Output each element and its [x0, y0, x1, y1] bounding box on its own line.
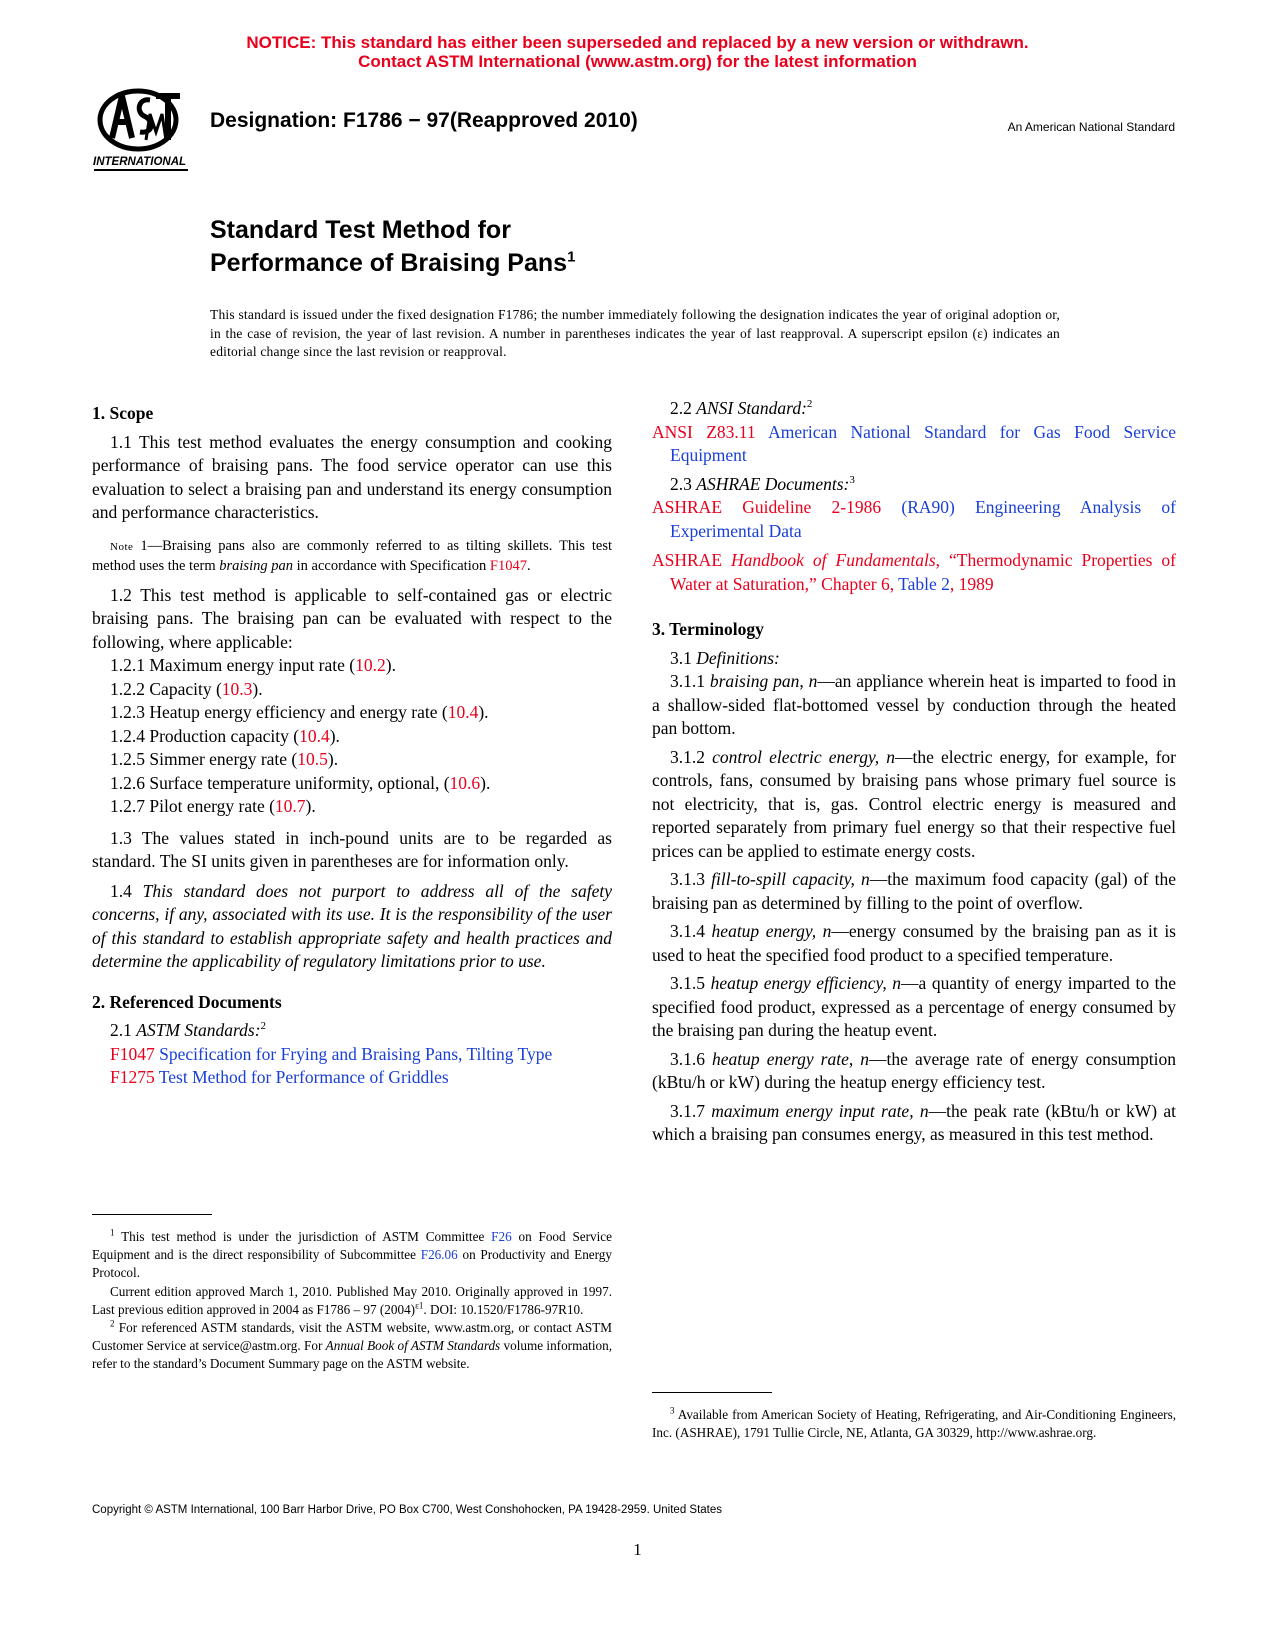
def-num: 3.1.4	[670, 921, 712, 941]
section-link[interactable]: 10.2	[355, 655, 386, 675]
item-end: ).	[252, 678, 263, 699]
para-2-2-num: 2.2	[670, 398, 697, 418]
astm-logo-graphic	[92, 86, 196, 172]
astm-logo	[92, 86, 196, 172]
item-text: 1.2.7 Pilot energy rate (	[110, 796, 275, 816]
item-end: ).	[327, 749, 339, 769]
para-2-3-num: 2.3	[670, 473, 697, 494]
fn1-p2b: . DOI: 10.1520/F1786-97R10.	[423, 1301, 584, 1317]
footnote-mark: 2	[110, 1318, 115, 1329]
page-number: 1	[633, 1540, 642, 1559]
para-2-2	[652, 397, 1176, 421]
scope-heading: 1. Scope	[92, 403, 154, 423]
astm-logo-text: INTERNATIONAL	[93, 156, 187, 168]
para-1-4-num: 1.4	[110, 880, 143, 901]
para-1-2: 1.2 This test method is applicable to self-contained gas or electric braising pans. The braising pan can be evaluated with respect to the following, where applicable:	[92, 584, 612, 652]
items-1-2	[92, 654, 612, 819]
ref-title[interactable]: (RA90) Engineering Analysis of Experimental Data	[670, 497, 1176, 541]
item-end: ).	[305, 796, 316, 816]
def-term: heatup energy efficiency, n	[710, 973, 902, 993]
para-3-1-num: 3.1	[670, 647, 697, 668]
item-end: ).	[385, 655, 396, 675]
def-term: fill-to-spill capacity, n	[711, 869, 870, 889]
def-term: braising pan, n	[709, 671, 818, 691]
definition	[652, 746, 1176, 864]
item-end: ).	[478, 702, 489, 722]
para-2-3-italic: ASHRAE Documents:	[696, 473, 850, 494]
para-3-1	[652, 647, 1176, 671]
note-end: .	[526, 557, 531, 574]
footnote-1	[92, 1228, 612, 1283]
ref-ashrae-guideline[interactable]	[652, 496, 1176, 543]
para-1-3: 1.3 The values stated in inch-pound units are to be regarded as standard. The SI units given in parentheses are for information only.	[92, 827, 612, 871]
fn1-p2a: Current edition approved March 1, 2010. Published May 2010. Originally approved in 1997. Last previous edition approved in 2004 as F1786 – 97 (2004)	[92, 1283, 612, 1317]
american-national-standard: An American National Standard	[1007, 120, 1175, 134]
para-2-1-num: 2.1	[110, 1020, 137, 1040]
definition	[652, 1100, 1176, 1147]
ref-title[interactable]: American National Standard for Gas Food Service Equipment	[670, 421, 1176, 465]
definition	[652, 972, 1176, 1043]
def-text: —an appliance wherein heat is imparted to food in a shallow-sided flat-bottomed vessel by conduction through the heated pan bottom.	[652, 671, 1176, 738]
ref-ansi[interactable]	[652, 421, 1176, 468]
def-num: 3.1.3	[670, 869, 712, 889]
def-term: heatup energy, n	[711, 921, 832, 941]
fn1-a: This test method is under the jurisdiction of ASTM Committee	[114, 1229, 492, 1244]
note-italic: braising pan	[219, 557, 293, 574]
title-line-1: Standard Test Method for	[210, 216, 511, 244]
item-text: 1.2.1 Maximum energy input rate (	[110, 655, 356, 675]
list-item	[92, 701, 612, 725]
notice-banner	[0, 33, 1275, 71]
footnote-mark: 1	[110, 1227, 115, 1238]
para-2-1	[92, 1019, 612, 1043]
para-2-1-italic: ASTM Standards:	[136, 1020, 261, 1040]
def-text: —the maximum food capacity (gal) of the braising pan as determined by filling to the point of overflow.	[652, 869, 1176, 913]
item-end: ).	[329, 725, 340, 746]
def-num: 3.1.1	[670, 671, 710, 691]
definition	[652, 1048, 1176, 1095]
list-item	[92, 654, 612, 678]
section-link[interactable]: 10.3	[221, 678, 253, 699]
fn2-italic: Annual Book of ASTM Standards	[325, 1338, 501, 1354]
section-link[interactable]: 10.6	[449, 772, 481, 793]
section-link[interactable]: 10.7	[274, 796, 306, 816]
para-1-1: 1.1 This test method evaluates the energy consumption and cooking performance of braising pans. The food service operator can use this evaluation to select a braising pan and understand its energy consumption and performance characteristics.	[92, 431, 612, 522]
right-column	[652, 397, 1176, 1147]
ref-end: , 1989	[949, 573, 994, 594]
ref-code[interactable]: ASHRAE Guideline 2-1986	[652, 497, 882, 517]
def-term: maximum energy input rate, n	[711, 1100, 929, 1121]
title-footnote-mark: 1	[567, 248, 576, 266]
para-2-2-sup: 2	[806, 398, 813, 411]
ref-code[interactable]: ANSI Z83.11	[652, 421, 756, 442]
def-term: control electric energy, n	[712, 746, 896, 767]
definition	[652, 670, 1176, 741]
note-label: Note	[110, 540, 134, 553]
fn2-a: For referenced ASTM standards, visit the ASTM website, www.astm.org, or contact ASTM Customer Service at service@astm.org. For	[92, 1320, 612, 1354]
notice-line-1: NOTICE: This standard has either been superseded and replaced by a new version or withdrawn.	[246, 33, 1029, 52]
left-column	[92, 402, 612, 1090]
ref-code[interactable]: ASHRAE	[652, 550, 732, 570]
item-end: ).	[480, 772, 491, 793]
ref-code[interactable]: F1047	[110, 1043, 155, 1064]
list-item	[92, 725, 612, 749]
title-line-2	[210, 247, 575, 280]
ref-f1275[interactable]	[92, 1066, 612, 1090]
def-text: —a quantity of energy imparted to the specified food product, expressed as a percentage of energy consumed by the braising pan during the heatup event.	[652, 973, 1177, 1040]
ref-title[interactable]: Specification for Frying and Braising Pans, Tilting Type	[154, 1043, 553, 1064]
def-text: —the electric energy, for example, for controls, fans, consumed by braising pans whose primary fuel source is not electricity, that is, gas. Control electric energy is measured and reported separately from primary fuel energy so that their respective fuel prices can be applied to estimate energy costs.	[652, 746, 1177, 861]
def-num: 3.1.5	[670, 973, 711, 993]
page-title	[210, 214, 575, 280]
footnote-divider-left	[92, 1214, 212, 1215]
note-after: in accordance with Specification	[292, 557, 490, 574]
para-3-1-italic: Definitions:	[696, 647, 780, 668]
footnote-mark: 3	[670, 1405, 675, 1416]
fn1-p2sup: ε1	[415, 1300, 424, 1311]
refdocs-heading: 2. Referenced Documents	[92, 991, 282, 1012]
item-text: 1.2.2 Capacity (	[110, 678, 222, 699]
footnote-divider-right	[652, 1392, 772, 1393]
footnote-2	[92, 1319, 612, 1374]
item-text: 1.2.5 Simmer energy rate (	[110, 749, 298, 769]
ref-table-link[interactable]: Table 2	[898, 573, 950, 594]
ref-title[interactable]: Test Method for Performance of Griddles	[154, 1067, 449, 1087]
definition	[652, 868, 1176, 915]
def-text: —the average rate of energy consumption (kBtu/h or kW) during the heatup energy efficiency test.	[652, 1048, 1176, 1092]
footnote-1-edition	[92, 1283, 612, 1319]
para-2-2-italic: ANSI Standard:	[696, 398, 807, 418]
fn1-b: on Food Service Equipment and is the direct responsibility of Subcommittee	[92, 1229, 612, 1263]
ref-rest[interactable]: , “Thermodynamic Properties of Water at Saturation,” Chapter 6,	[670, 550, 1176, 594]
ref-code[interactable]: F1275	[110, 1067, 155, 1087]
section-link[interactable]: 10.5	[297, 749, 328, 769]
terminology-heading: 3. Terminology	[652, 619, 764, 639]
footnote-3	[652, 1406, 1176, 1442]
fn2-b: volume information, refer to the standard’s Document Summary page on the ASTM website.	[92, 1338, 612, 1372]
issued-statement: This standard is issued under the fixed designation F1786; the number immediately following the designation indicates the year of original adoption or, in the case of revision, the year of last revision. A number in parentheses indicates the year of last reapproval. A superscript epsilon (ε) indicates an editorial change since the last revision or reapproval.	[210, 307, 1060, 359]
item-text: 1.2.4 Production capacity (	[110, 725, 300, 746]
list-item	[92, 795, 612, 819]
def-num: 3.1.7	[670, 1100, 712, 1121]
footnotes-left	[92, 1228, 612, 1374]
para-2-1-sup: 2	[260, 1020, 267, 1033]
title-line-2-text: Performance of Braising Pans	[210, 249, 568, 277]
def-text: —energy consumed by the braising pan as it is used to heat the specified food product to a specified temperature.	[652, 921, 1176, 965]
item-text: 1.2.6 Surface temperature uniformity, optional, (	[110, 772, 450, 793]
item-text: 1.2.3 Heatup energy efficiency and energy rate (	[110, 702, 448, 722]
ref-italic[interactable]: Handbook of Fundamentals	[731, 550, 936, 570]
note-text: 1—Braising pans also are commonly referred to as tilting skillets. This test method uses the term	[92, 537, 612, 574]
list-item	[92, 678, 612, 702]
copyright: Copyright © ASTM International, 100 Barr Harbor Drive, PO Box C700, West Conshohocken, PA 19428-2959. United States	[92, 1504, 723, 1516]
definition	[652, 920, 1176, 967]
fn1-link-f26[interactable]: F26	[491, 1229, 512, 1244]
section-link[interactable]: 10.4	[447, 702, 479, 722]
ref-ashrae-handbook[interactable]	[652, 549, 1176, 596]
fn3-text: Available from American Society of Heating, Refrigerating, and Air-Conditioning Engineers, Inc. (ASHRAE), 1791 Tullie Circle, NE, Atlanta, GA 30329, http://www.ashrae.org.	[652, 1407, 1176, 1441]
def-num: 3.1.2	[670, 746, 713, 767]
footnotes-right	[652, 1406, 1176, 1442]
designation: Designation: F1786 − 97(Reapproved 2010)	[210, 109, 638, 132]
fn1-c: on Productivity and Energy Protocol.	[92, 1247, 612, 1281]
para-2-3-sup: 3	[849, 473, 855, 486]
def-num: 3.1.6	[670, 1048, 713, 1069]
def-term: heatup energy rate, n	[712, 1048, 870, 1069]
note-1	[92, 537, 612, 576]
para-1-4-italic: This standard does not purport to address all of the safety concerns, if any, associated with its use. It is the responsibility of the user of this standard to establish appropriate safety and health practices and determine the applicability of regulatory limitations prior to use.	[92, 880, 612, 971]
para-1-4	[92, 880, 612, 974]
para-2-3	[652, 473, 1176, 497]
list-item	[92, 748, 612, 772]
note-link-f1047[interactable]: F1047	[489, 557, 527, 574]
fn1-link-f2606[interactable]: F26.06	[420, 1247, 458, 1263]
notice-line-2: Contact ASTM International (www.astm.org) for the latest information	[358, 52, 917, 71]
section-link[interactable]: 10.4	[299, 725, 330, 746]
def-text: —the peak rate (kBtu/h or kW) at which a braising pan consumes energy, as measured in this test method.	[652, 1100, 1177, 1144]
list-item	[92, 772, 612, 796]
ref-f1047[interactable]	[92, 1043, 612, 1067]
